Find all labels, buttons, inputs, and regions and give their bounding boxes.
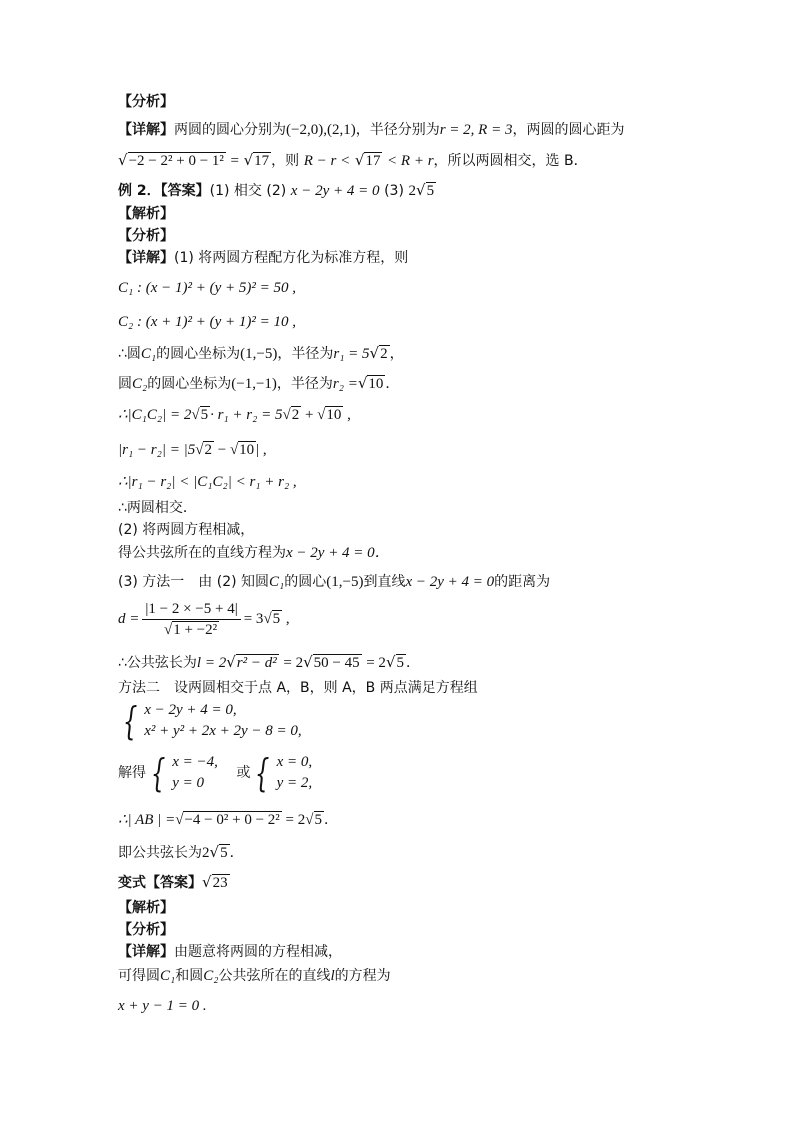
circle1-line: ∴圆C₁的圆心坐标为(1,−5)，半径为r₁ = 5√2 ， xyxy=(118,344,404,362)
detail-label: 【详解】 xyxy=(118,122,174,138)
text: = 2 xyxy=(283,655,304,671)
step2-line: (2) 将两圆方程相减， xyxy=(118,522,255,538)
answer-2: x − 2y + 4 = 0 xyxy=(290,183,380,199)
centers: (−2,0),(2,1) xyxy=(286,122,356,138)
solution1-y: y = 0 xyxy=(172,775,204,791)
solution2-x: x = 0, xyxy=(276,754,313,770)
text: 两圆的圆心分别为 xyxy=(174,122,286,138)
line-equation: x − 2y + 4 = 0 xyxy=(405,574,495,590)
text: ． xyxy=(229,845,244,861)
text: ， xyxy=(389,346,404,362)
inequality-left: R − r < xyxy=(303,153,351,169)
variant-line3: x + y − 1 = 0 . xyxy=(118,998,207,1014)
answer-1: (1) 相交 (2) xyxy=(209,183,287,199)
text: 可得圆 xyxy=(118,968,160,984)
radicand: 10 xyxy=(239,442,255,458)
detail-line-1 xyxy=(118,120,624,140)
text: , xyxy=(282,610,290,627)
radicand: −4 − 0² + 0 − 2² xyxy=(184,812,280,828)
radicand: 5 xyxy=(272,610,281,627)
variant-radicand: 23 xyxy=(212,875,228,891)
text: | , xyxy=(256,442,267,458)
ab-length-line: ∴| AB | =√−4 − 0² + 0 − 2² = 2√5 ． xyxy=(118,812,338,828)
chord-line xyxy=(118,543,390,563)
jiexi-heading: 【解析】 xyxy=(118,206,174,222)
text: 的距离为 xyxy=(494,574,551,590)
fenxi-heading: 【分析】 xyxy=(118,228,174,244)
analysis-heading: 【分析】 xyxy=(118,94,174,110)
radicand: 10 xyxy=(368,376,384,392)
radicand: 5 xyxy=(396,655,404,671)
text: 2 xyxy=(202,845,210,861)
radicand: 5 xyxy=(200,407,209,423)
text: = 3 xyxy=(243,610,264,627)
inequality-line: ∴|r₁ − r₂| < |C₁C₂| < r₁ + r₂ , xyxy=(118,474,297,490)
text: (3) 方法一 由 (2) 知圆 xyxy=(118,574,270,590)
c1-label: C₁ : xyxy=(118,280,142,296)
text: 和圆 xyxy=(175,968,204,984)
denominator-radicand: 1 + −2² xyxy=(173,622,218,638)
solution-line: 解得 { x = −4, y = 0 或 { x = 0, y = 2, xyxy=(118,751,313,795)
text: 的圆心 xyxy=(284,574,327,590)
text: 由题意将两圆的方程相减， xyxy=(174,944,342,960)
circle2-name: C₂ xyxy=(203,968,219,984)
answer-3-coef: 2 xyxy=(408,183,417,199)
text: d = xyxy=(118,610,140,627)
c2-label: C₂ : xyxy=(118,314,142,330)
distance-fraction: $\frac{|1 - 2 \times -5 + 4|}{\text{√1 + −2²}}$ xyxy=(142,600,240,639)
text: 的方程为 xyxy=(334,968,391,984)
distance-formula: d = $\frac{|1 - 2 \times -5 + 4|}{\text{√1 + −2²}}$ = 3√5 , xyxy=(118,601,290,638)
circle1-center: (1,−5) xyxy=(240,346,278,362)
text: 圆 xyxy=(118,376,132,392)
circle2-radius: r₂ = xyxy=(332,376,358,392)
text: ∴|C₁C₂| = 2 xyxy=(118,407,192,423)
radii: r = 2, R = 3 xyxy=(439,122,513,138)
step1-text: (1) 将两圆方程配方化为标准方程，则 xyxy=(174,250,409,266)
method2-line: 方法二 设两圆相交于点 A，B，则 A，B 两点满足方程组 xyxy=(118,680,478,696)
answer-3-radicand: 5 xyxy=(426,183,435,199)
radicand: 50 − 45 xyxy=(313,655,360,671)
example2-answer: 例 2．【答案】(1) 相交 (2) x − 2y + 4 = 0 (3) 2√5 xyxy=(118,181,435,199)
radicand: 10 xyxy=(326,407,342,423)
circle-name: C₁ xyxy=(269,574,285,590)
solution2-y: y = 2, xyxy=(276,775,313,791)
text: 解得 xyxy=(118,765,146,781)
text: = 2 xyxy=(366,655,386,671)
text: ． xyxy=(324,812,338,828)
text: ，两圆的圆心距为 xyxy=(512,122,625,138)
distance-value: 17 xyxy=(254,153,270,169)
radicand: r² − d² xyxy=(236,655,277,671)
text: + xyxy=(304,407,314,423)
radicand: 2 xyxy=(380,346,388,362)
text: 到直线 xyxy=(363,574,406,590)
detail-line-2: √−2 − 2² + 0 − 1² = √17 ，则 R − r < √17 < R + r，所以两圆相交，选 B． xyxy=(118,151,588,169)
radicand: 2 xyxy=(291,407,300,423)
text: ，半径分别为 xyxy=(355,122,440,138)
text: 的圆心坐标为 xyxy=(156,346,241,362)
conclusion: ，所以两圆相交，选 B． xyxy=(433,153,588,169)
distance-value: 17 xyxy=(365,153,381,169)
final-length-line: 即公共弦长为2√5 ． xyxy=(118,843,244,861)
circle2-line: 圆C₂的圆心坐标为(−1,−1)，半径为r₂ =√10 ． xyxy=(118,374,400,392)
text: 公共弦所在的直线 xyxy=(218,968,331,984)
text: , xyxy=(343,407,351,423)
detail-label: 【详解】 xyxy=(118,944,174,960)
variant-line2 xyxy=(118,966,391,986)
system-row-2: x² + y² + 2x + 2y − 8 = 0, xyxy=(144,723,302,739)
variant-answer: 变式【答案】√23 xyxy=(118,873,228,891)
text: 或 xyxy=(236,765,251,781)
text: = 2 xyxy=(285,812,306,828)
variant-label: 变式【答案】 xyxy=(118,875,202,891)
radicand: 2 xyxy=(204,442,212,458)
text: l = 2 xyxy=(196,655,227,671)
step3-line xyxy=(118,572,550,592)
radicand: 5 xyxy=(220,845,228,861)
text: 得公共弦所在的直线方程为 xyxy=(118,545,286,561)
distance-line: ∴|C₁C₂| = 2√5 · r₁ + r₂ = 5√2 + √10 , xyxy=(118,407,351,423)
text: ∴| AB | = xyxy=(118,812,176,828)
circle1-radius: r₁ = 5 xyxy=(333,346,370,362)
circle2-center: (−1,−1) xyxy=(231,376,277,392)
c1-eq: (x − 1)² + (y + 5)² = 50 , xyxy=(145,280,296,296)
circle1-name: C₁ xyxy=(140,346,157,362)
text: · r₁ + r₂ = 5 xyxy=(210,407,283,423)
chord-length-line: ∴公共弦长为l = 2√r² − d² = 2√50 − 45 = 2√5 ． xyxy=(118,653,420,671)
answer-3-prefix: (3) xyxy=(384,183,404,199)
line-name: l xyxy=(330,968,335,984)
step1-line xyxy=(118,248,408,268)
text: 的圆心坐标为 xyxy=(147,376,232,392)
numerator: |1 − 2 × −5 + 4| xyxy=(142,600,240,620)
c2-eq: (x + 1)² + (y + 1)² = 10 , xyxy=(145,314,296,330)
text: ，则 xyxy=(271,153,300,169)
text: ，半径为 xyxy=(277,346,334,362)
text: ，半径为 xyxy=(276,376,333,392)
text: ∴公共弦长为 xyxy=(118,655,197,671)
system-row-1: x − 2y + 4 = 0, xyxy=(144,702,237,718)
circle2-name: C₂ xyxy=(132,376,148,392)
variant-fenxi: 【分析】 xyxy=(118,922,174,938)
difference-line: |r₁ − r₂| = |5√2 − √10 | , xyxy=(118,442,267,458)
example2-label: 例 2．【答案】 xyxy=(118,183,210,199)
text: |r₁ − r₂| = |5 xyxy=(118,442,196,458)
intersect-line: ∴两圆相交． xyxy=(118,500,197,516)
center: (1,−5) xyxy=(326,574,364,590)
text: ． xyxy=(385,376,400,392)
chord-equation: x − 2y + 4 = 0． xyxy=(286,545,390,561)
radicand: 5 xyxy=(314,812,322,828)
circle1-name: C₁ xyxy=(160,968,176,984)
solution1-x: x = −4, xyxy=(172,754,218,770)
variant-detail xyxy=(118,942,342,962)
equals: = xyxy=(230,153,239,169)
inequality-right: < R + r xyxy=(387,153,434,169)
distance-radicand: −2 − 2² + 0 − 1² xyxy=(128,153,224,169)
c1-equation xyxy=(118,278,296,298)
c2-equation xyxy=(118,312,296,332)
text: ∴圆 xyxy=(118,346,141,362)
text: 即公共弦长为 xyxy=(118,845,202,861)
equation-system: { x − 2y + 4 = 0, x² + y² + 2x + 2y − 8 = 0, xyxy=(122,699,302,743)
text: − xyxy=(217,442,227,458)
variant-jiexi: 【解析】 xyxy=(118,900,174,916)
detail-label: 【详解】 xyxy=(118,250,174,266)
text: ． xyxy=(406,655,420,671)
